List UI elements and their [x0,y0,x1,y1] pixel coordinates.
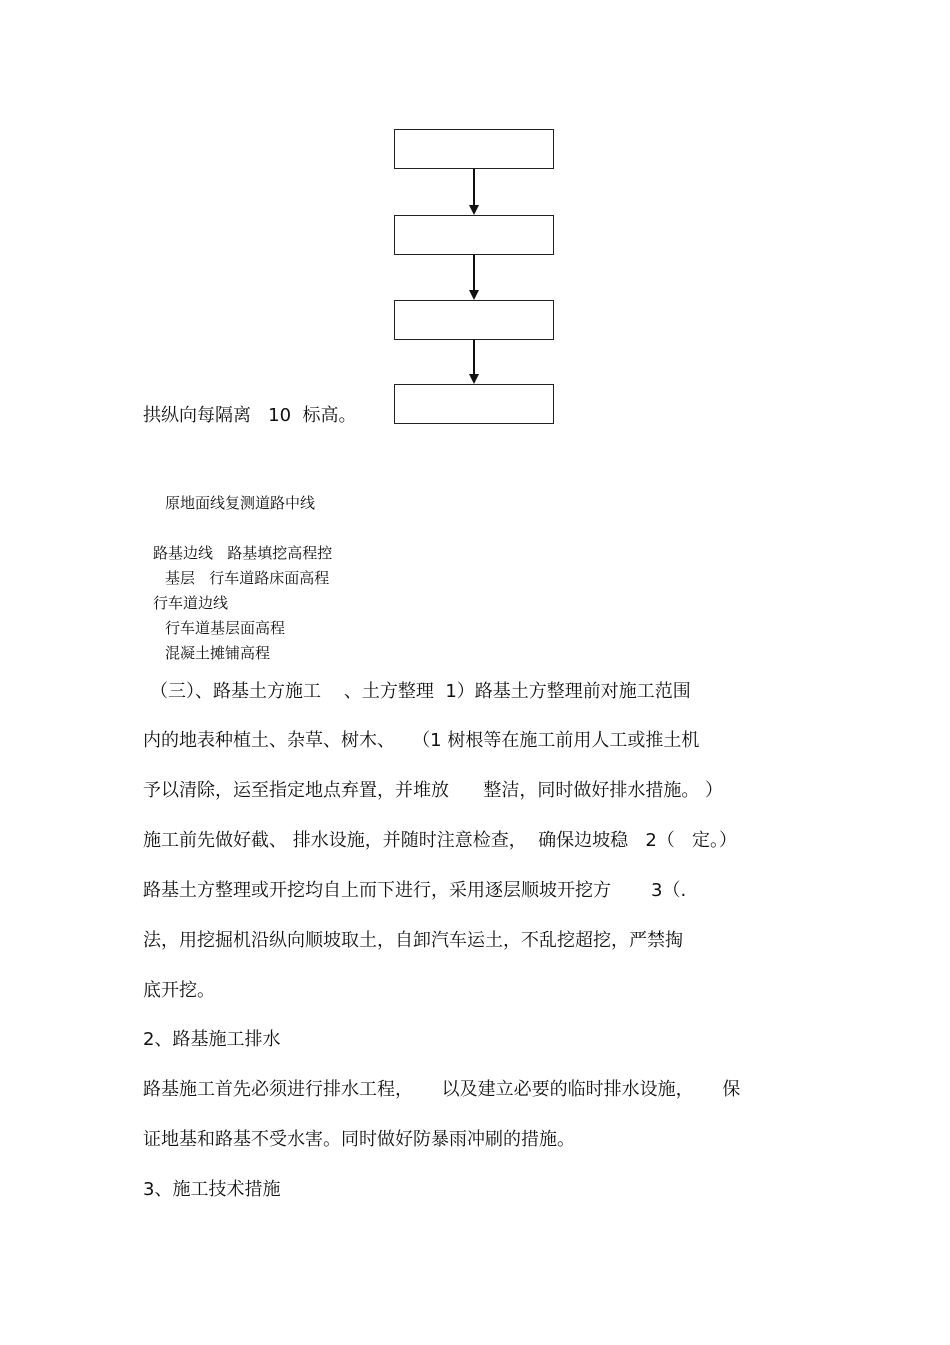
flow-label-6: 混凝土摊铺高程 [165,644,271,662]
side-label: 拱纵向每隔离 10 标高。 [143,405,357,426]
flow-box-2 [394,215,554,255]
paragraph-line-7: 底开挖。 [143,980,215,1001]
flow-arrow-1 [466,169,482,215]
flow-box-1 [394,129,554,169]
paragraph-line-4: 施工前先做好截、 排水设施，并随时注意检查， 确保边坡稳 2（ 定。） [143,830,737,851]
flow-label-3: 基层 行车道路床面高程 [165,569,330,587]
flow-arrow-3 [466,340,482,384]
paragraph-line-6: 法，用挖掘机沿纵向顺坡取土，自卸汽车运土，不乱挖超挖，严禁掏 [143,930,683,951]
flow-label-2: 路基边线 路基填挖高程控 [153,544,333,562]
drainage-line-1: 路基施工首先必须进行排水工程， 以及建立必要的临时排水设施， 保 [143,1079,741,1100]
flow-label-1: 原地面线复测道路中线 [165,494,316,512]
flow-arrow-2 [466,255,482,300]
flow-box-4 [394,384,554,424]
paragraph-line-5: 路基土方整理或开挖均自上而下进行，采用逐层顺坡开挖方 3（. [143,880,687,901]
heading-tech: 3、施工技术措施 [143,1179,281,1200]
flow-label-4: 行车道边线 [153,594,229,612]
flow-label-5: 行车道基层面高程 [165,619,286,637]
flow-box-3 [394,300,554,340]
paragraph-line-2: 内的地表种植土、杂草、树木、 （1 树根等在施工前用人工或推土机 [143,730,700,751]
heading-drainage: 2、路基施工排水 [143,1029,281,1050]
paragraph-line-1: （三）、路基土方施工 、土方整理 1）路基土方整理前对施工范围 [150,681,691,702]
paragraph-line-3: 予以清除，运至指定地点弃置，并堆放 整洁，同时做好排水措施。 ） [143,780,724,801]
drainage-line-2: 证地基和路基不受水害。同时做好防暴雨冲刷的措施。 [143,1129,575,1150]
